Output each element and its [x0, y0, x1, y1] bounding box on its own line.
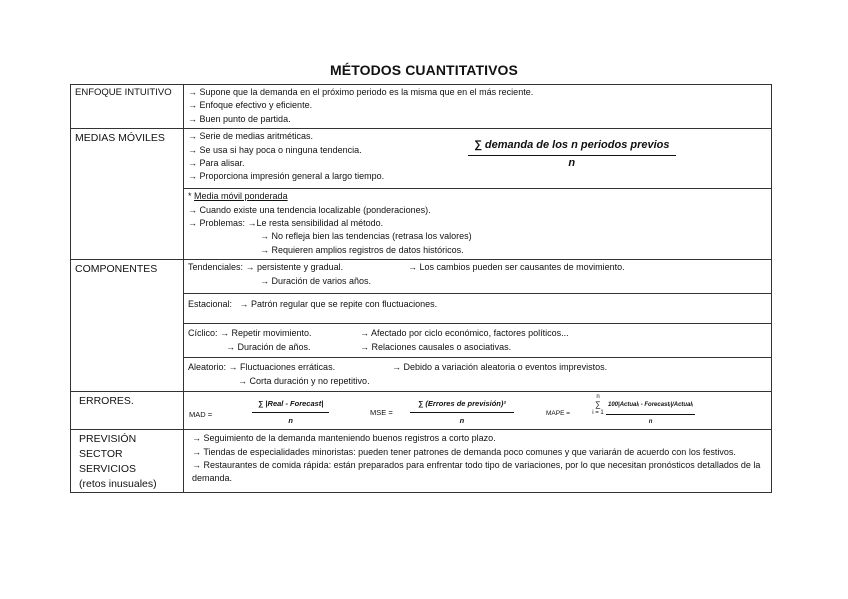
weighted-moving-average: * Media móvil ponderada → Cuando existe una tendencia localizable (ponderaciones). → Problemas: →Le resta sensibilidad al método. → No refleja bien las tendencias (retrasa los valores) → Requieren amplios registros de datos históricos. [184, 188, 771, 259]
list-item: → Seguimiento de la demanda manteniendo buenos registros a corto plazo. [192, 433, 496, 444]
mad-label: MAD = [189, 410, 213, 420]
mad-formula: ∑ |Real - Forecast| n [252, 397, 329, 427]
row-medias-moviles [71, 129, 772, 260]
list-item: → Proporciona impresión general a largo tiempo. [188, 171, 385, 182]
weighted-average-heading: Media móvil ponderada [194, 191, 288, 202]
list-item: → Cuando existe una tendencia localizable (ponderaciones). [188, 204, 431, 215]
label-enfoque-intuitivo: ENFOQUE INTUITIVO [71, 85, 184, 129]
mape-formula: 100|Actualᵢ - Forecastᵢ|/Actualᵢ n [606, 399, 695, 429]
mse-formula: ∑ (Errores de previsión)² n [410, 397, 514, 427]
content-prevision-servicios [184, 430, 772, 493]
list-item: → Problemas: →Le resta sensibilidad al método. [188, 218, 384, 229]
list-item: → Supone que la demanda en el próximo periodo es la misma que en el más reciente. [188, 87, 534, 97]
row-prevision-servicios [71, 430, 772, 493]
component-ciclico: Cíclico: → Repetir movimiento. → Afectado por ciclo económico, factores políticos... → Duración de años. → Relaciones causales o asociativas. [184, 323, 771, 357]
list-item: → Tiendas de especialidades minoristas: pueden tener patrones de demanda poco comunes y que variarán de acuerdo con los festivos. [192, 446, 736, 457]
list-item: → Para alisar. [188, 158, 245, 169]
page-title: MÉTODOS CUANTITATIVOS [330, 62, 518, 78]
content-medias-moviles [184, 129, 772, 260]
content-componentes [184, 260, 772, 392]
row-errores [71, 392, 772, 430]
list-item: → Se usa si hay poca o ninguna tendencia. [188, 144, 362, 155]
component-aleatorio: Aleatorio: → Fluctuaciones erráticas. → Debido a variación aleatoria o eventos imprevistos. → Corta duración y no repetitivo. [184, 357, 771, 391]
mse-label: MSE = [370, 408, 393, 418]
row-enfoque-intuitivo [71, 85, 772, 129]
mape-sigma: n ∑ i = 1 [592, 394, 604, 417]
list-item: → Enfoque efectivo y eficiente. [188, 100, 313, 111]
list-item: → No refleja bien las tendencias (retrasa los valores) [260, 231, 472, 242]
moving-average-formula: ∑ demanda de los n periodos previos n [468, 139, 676, 170]
list-item: → Requieren amplios registros de datos históricos. [260, 244, 464, 255]
row-componentes [71, 260, 772, 392]
label-prevision-servicios: PREVISIÓN SECTOR SERVICIOS (retos inusuales) [71, 430, 184, 493]
mape-label: MAPE = [546, 410, 571, 418]
list-item: → Buen punto de partida. [188, 113, 291, 124]
component-tendenciales: Tendenciales: → persistente y gradual. → Los cambios pueden ser causantes de movimiento. → Duración de varios años. [188, 262, 625, 286]
methods-table [70, 84, 772, 493]
list-item: → Restaurantes de comida rápida: están preparados para enfrentar todo tipo de variaciones, por lo que necesitan pronósticos detallados de la demanda. [192, 460, 761, 484]
label-medias-moviles: MEDIAS MÓVILES [71, 129, 184, 260]
component-estacional: Estacional: → Patrón regular que se repite con fluctuaciones. [184, 293, 771, 323]
label-errores: ERRORES. [71, 392, 184, 430]
label-componentes: COMPONENTES [71, 260, 184, 392]
list-item: → Serie de medias aritméticas. [188, 131, 314, 142]
content-enfoque-intuitivo [184, 85, 772, 129]
content-errores [184, 392, 772, 430]
